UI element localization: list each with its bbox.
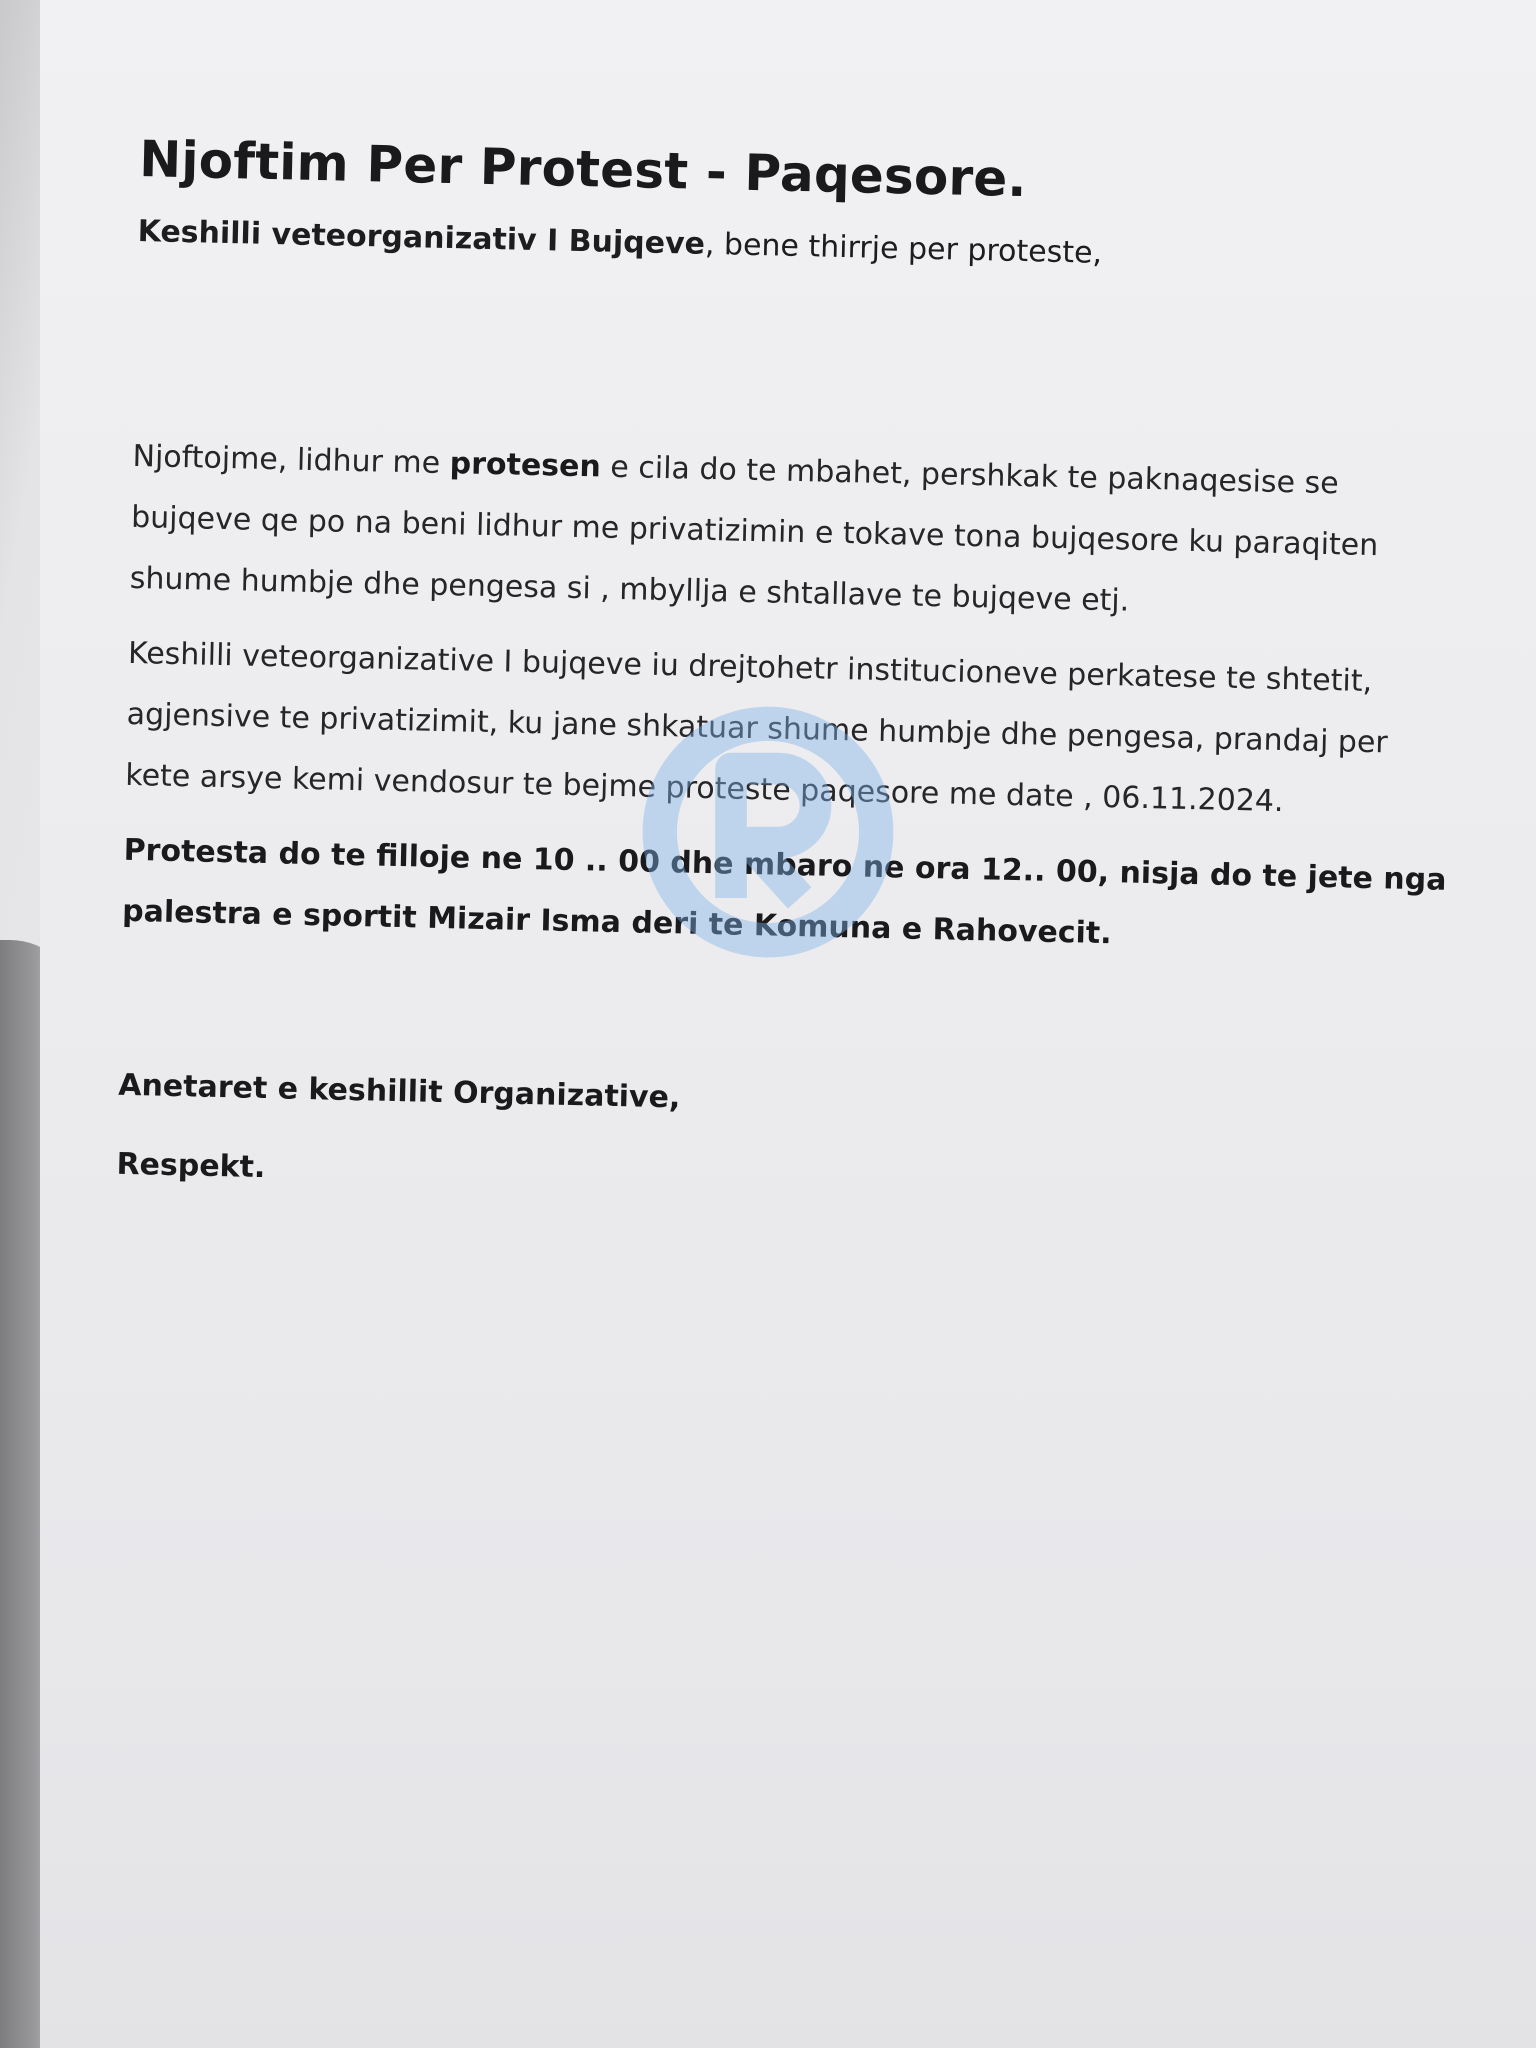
paragraph-schedule: Protesta do te filloje ne 10 .. 00 dhe mbaro ne ora 12.. 00, nisja do te jete nga palestra e sportit Mizair Isma deri te Komuna e Rahovecit. (121, 832, 1447, 952)
subtitle-rest: , bene thirrje per proteste, (704, 226, 1103, 271)
paragraph1-bold-word: protesen (449, 446, 602, 485)
paragraph-council: Keshilli veteorganizative I bujqeve iu drejtohetr institucioneve perkatese te shtetit, agjensive te privatizimit, ku jane shkatuar shume humbje dhe pengesa, prandaj per kete arsye kemi vendosur te bejme proteste paqesore me date , 06.11.2024. (124, 635, 1389, 820)
paragraph-announcement (129, 426, 1463, 639)
notice-subtitle (137, 210, 1468, 284)
paragraph1-start: Njoftojme, lidhur me (132, 438, 451, 482)
paper-sheet (40, 0, 1536, 2048)
closing-line: Anetaret e keshillit Organizative, (117, 1067, 681, 1116)
r-logo-icon (636, 700, 900, 964)
paragraph1-end: e cila do te mbahet, pershkak te paknaqesise se bujqeve qe po na beni lidhur me privatizimin e tokave tona bujqesore ku paraqiten shume humbje dhe pengesa si , mbyllja e shtallave te bujqeve etj. (129, 449, 1379, 619)
subtitle-council-name: Keshilli veteorganizativ I Bujqeve (137, 213, 706, 262)
notice-page (116, 130, 1470, 1212)
sign-off: Respekt. (116, 1146, 266, 1186)
notice-title: Njoftim Per Protest - Paqesore. (138, 130, 1028, 209)
